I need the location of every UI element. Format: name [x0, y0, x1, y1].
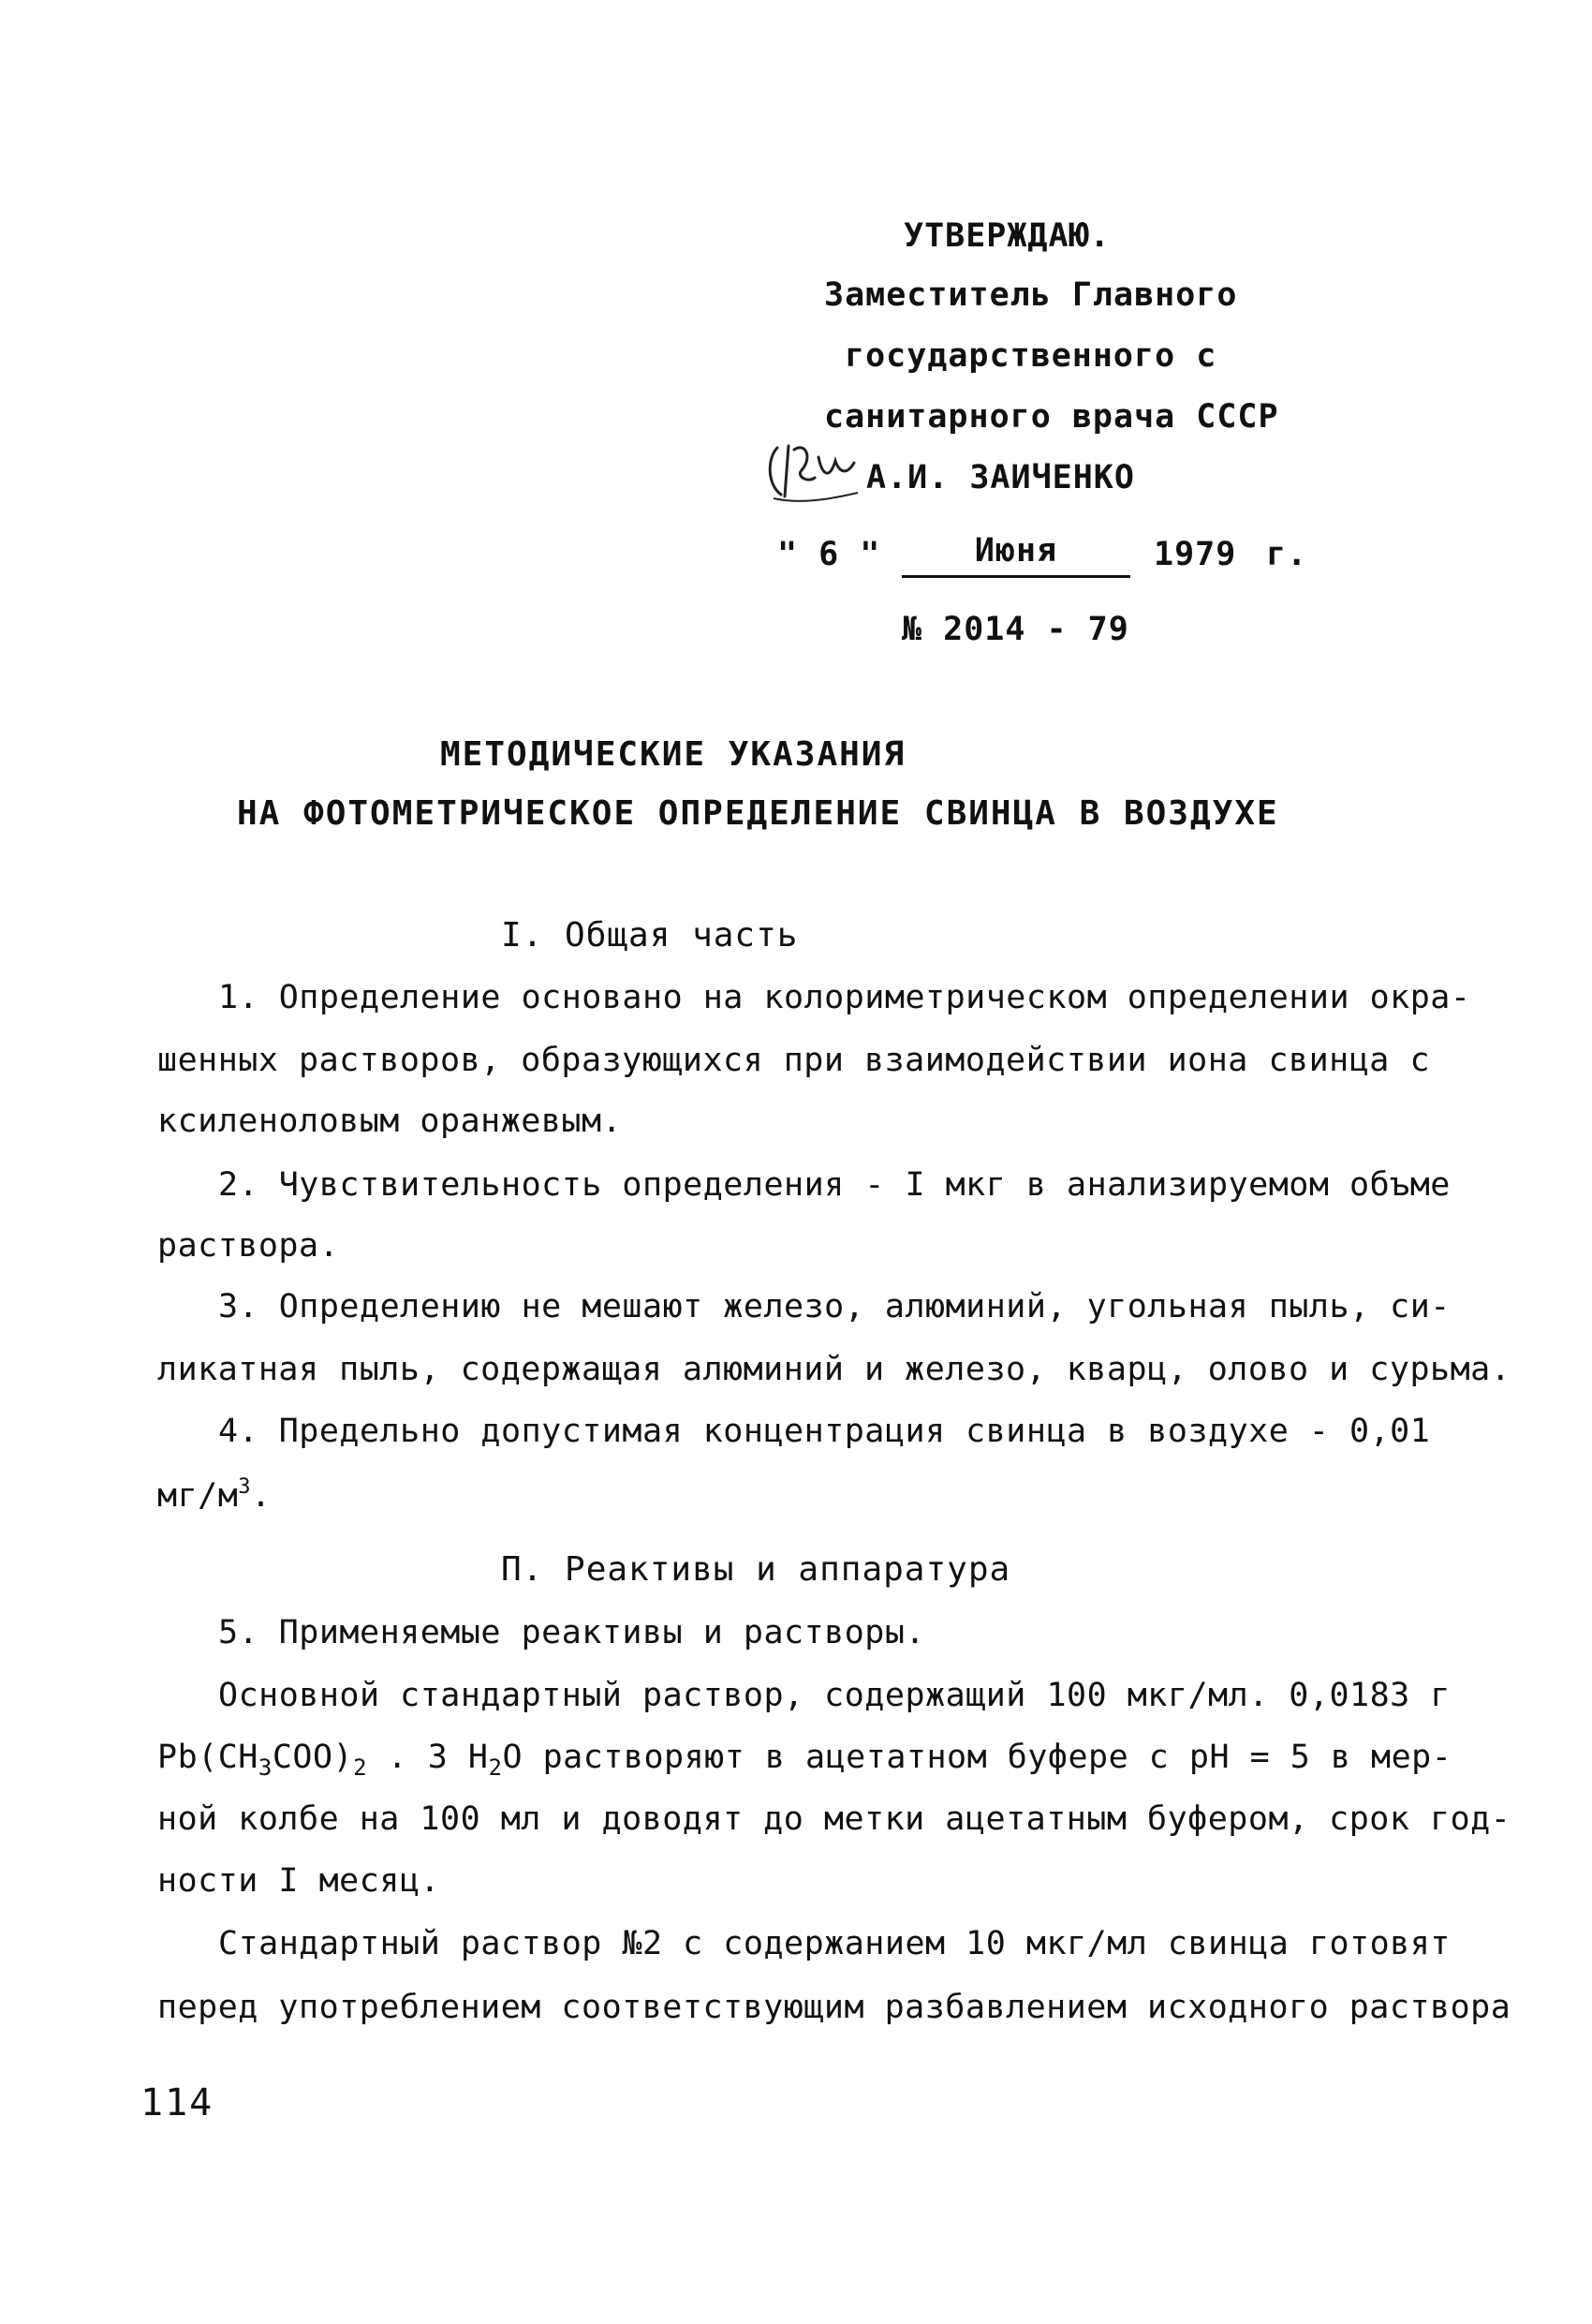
paragraph-1-line-2: шенных растворов, образующихся при взаимодействии иона свинца с [157, 1042, 1431, 1079]
paragraph-2-line-2: раствора. [157, 1227, 340, 1265]
document-title-line-1: МЕТОДИЧЕСКИЕ УКАЗАНИЯ [440, 735, 907, 774]
handwritten-signature [760, 438, 862, 506]
approval-number: № 2014 - 79 [902, 611, 1129, 648]
paragraph-1-line-3: ксиленоловым оранжевым. [157, 1103, 623, 1140]
approval-date-year-suffix: г. [1266, 536, 1308, 573]
formula-part: Pb(CH [157, 1739, 258, 1776]
formula-subscript: 3 [258, 1754, 273, 1781]
approval-date-day: " 6 " [777, 536, 881, 573]
paragraph-3-line-2: ликатная пыль, содержащая алюминий и железо, кварц, олово и сурьма. [157, 1351, 1511, 1388]
unit-text: мг/м [157, 1477, 239, 1515]
paragraph-6-line-3: ной колбе на 100 мл и доводят до метки ацетатным буфером, срок год- [157, 1800, 1511, 1838]
section-2-heading: П. Реактивы и аппаратура [501, 1550, 1011, 1589]
paragraph-7-line-1: Стандартный раствор №2 с содержанием 10 мкг/мл свинца готовят [218, 1925, 1451, 1962]
paragraph-1-line-1: 1. Определение основано на колориметрическом определении окра- [218, 979, 1471, 1016]
paragraph-4-line-1: 4. Предельно допустимая концентрация свинца в воздухе - 0,01 [218, 1413, 1431, 1450]
approval-date-month: Июня [974, 532, 1058, 570]
approval-line-3: санитарного врача СССР [824, 398, 1279, 436]
section-1-heading: I. Общая часть [501, 916, 799, 955]
formula-part: . 3 H [367, 1739, 489, 1776]
paragraph-3-line-1: 3. Определению не мешают железо, алюминий, угольная пыль, си- [218, 1288, 1451, 1325]
paragraph-5: 5. Применяемые реактивы и растворы. [218, 1614, 926, 1651]
paragraph-4-line-2 [157, 1475, 272, 1515]
document-title-line-2: НА ФОТОМЕТРИЧЕСКОЕ ОПРЕДЕЛЕНИЕ СВИНЦА В ВОЗДУХЕ [237, 794, 1279, 833]
approval-heading: УТВЕРЖДАЮ. [904, 217, 1111, 255]
approval-date-month-field [902, 532, 1130, 578]
formula-subscript: 2 [488, 1754, 503, 1781]
approval-date-year: 1979 [1154, 536, 1237, 573]
formula-part: O растворяют в ацетатном буфере с pH = 5 в мер- [502, 1739, 1452, 1776]
paragraph-2-line-1: 2. Чувствительность определения - I мкг в анализируемом объме [218, 1166, 1451, 1204]
unit-end: . [251, 1477, 272, 1515]
approval-line-2: государственного с [845, 337, 1217, 375]
unit-exponent: 3 [238, 1475, 252, 1499]
formula-part: COO) [272, 1739, 354, 1776]
page-number: 114 [140, 2081, 214, 2124]
paragraph-6-line-1: Основной стандартный раствор, содержащий 100 мкг/мл. 0,0183 г [218, 1677, 1451, 1714]
formula-subscript: 2 [353, 1754, 368, 1781]
approval-name: А.И. ЗАИЧЕНКО [866, 459, 1135, 496]
approval-line-1: Заместитель Главного [824, 276, 1238, 314]
paragraph-6-line-2 [157, 1739, 1452, 1781]
paragraph-7-line-2: перед употреблением соответствующим разбавлением исходного раствора [157, 1989, 1511, 2026]
paragraph-6-line-4: ности I месяц. [157, 1862, 441, 1900]
